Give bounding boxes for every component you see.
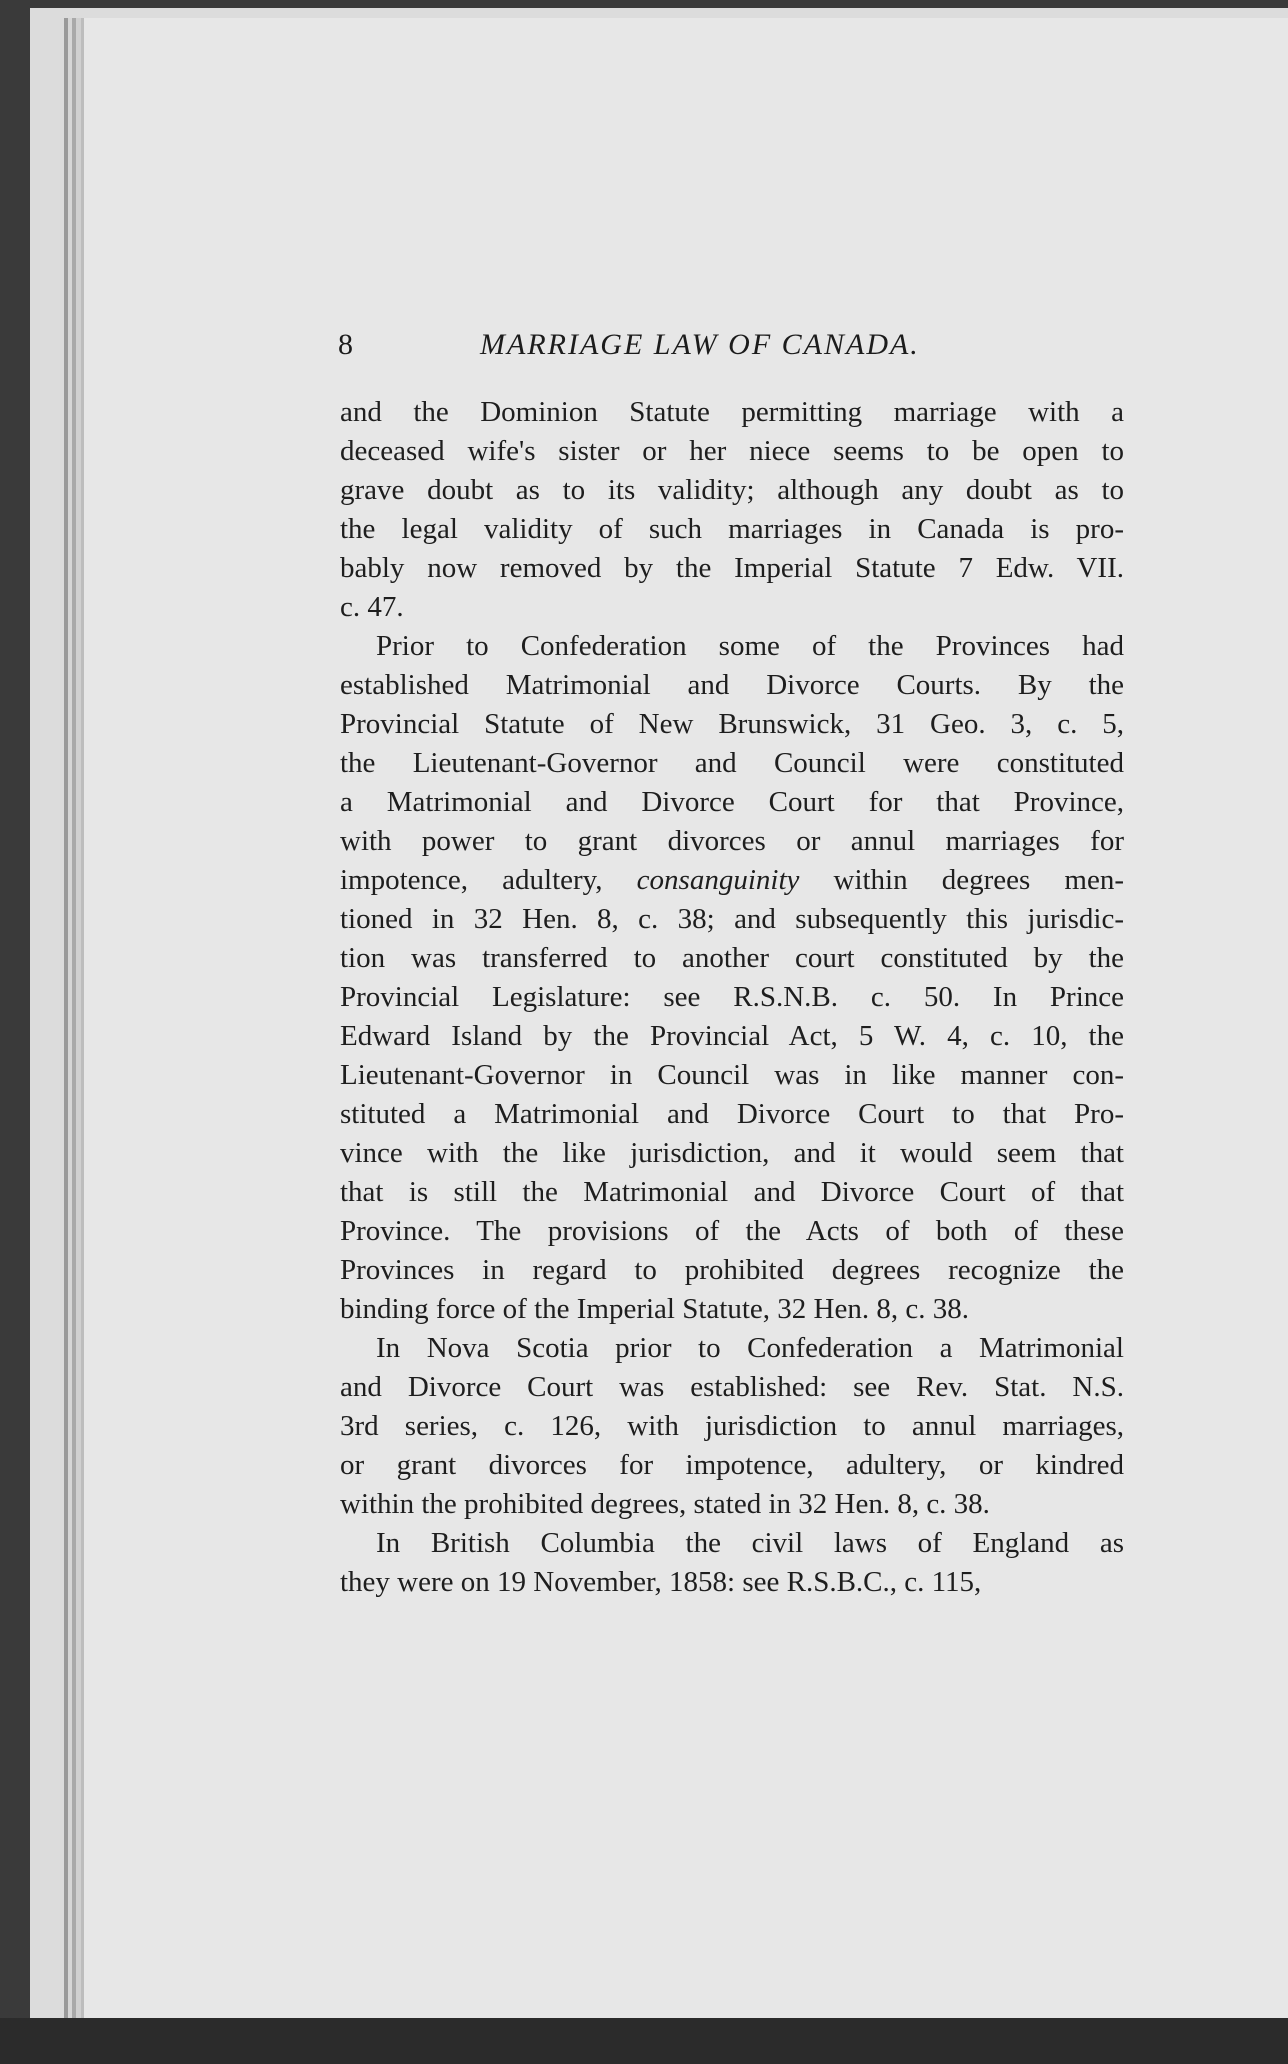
text-line: tion was transferred to another court constituted by the [340,942,1124,974]
text-line: that is still the Matrimonial and Divorce Court of that [340,1176,1124,1208]
text-line: 3rd series, c. 126, with jurisdiction to annul marriages, [340,1410,1124,1442]
running-title: MARRIAGE LAW OF CANADA. [480,328,920,361]
text-line: c. 47. [340,591,404,623]
text-line: bably now removed by the Imperial Statute 7 Edw. VII. [340,552,1124,584]
text-line: and the Dominion Statute permitting marriage with a [340,396,1124,428]
text-line: Prior to Confederation some of the Provinces had [376,630,1124,662]
scan-bottom-band [0,2018,1288,2064]
page-number: 8 [338,328,353,361]
body-text [340,393,1124,1602]
text-line: Province. The provisions of the Acts of both of these [340,1215,1124,1247]
text-line: Provincial Legislature: see R.S.N.B. c. 50. In Prince [340,981,1124,1013]
text-line: Edward Island by the Provincial Act, 5 W. 4, c. 10, the [340,1020,1124,1052]
text-line: vince with the like jurisdiction, and it would seem that [340,1137,1124,1169]
text-line: Lieutenant-Governor in Council was in like manner con- [340,1059,1124,1091]
text-line: binding force of the Imperial Statute, 32 Hen. 8, c. 38. [340,1293,969,1325]
text-line: In British Columbia the civil laws of England as [376,1527,1124,1559]
text-line: they were on 19 November, 1858: see R.S.B.C., c. 115, [340,1566,982,1598]
text-line: and Divorce Court was established: see Rev. Stat. N.S. [340,1371,1124,1403]
text-line: grave doubt as to its validity; although any doubt as to [340,474,1124,506]
text-line: with power to grant divorces or annul marriages for [340,825,1124,857]
text-line: Provincial Statute of New Brunswick, 31 Geo. 3, c. 5, [340,708,1124,740]
text-line: the legal validity of such marriages in Canada is pro- [340,513,1124,545]
running-head [338,328,1138,378]
text-line: impotence, adultery, consanguinity within degrees men- [340,864,1124,896]
text-line: or grant divorces for impotence, adultery, or kindred [340,1449,1124,1481]
italic-term: consanguinity [636,864,800,896]
text-line: a Matrimonial and Divorce Court for that Province, [340,786,1124,818]
text-line: deceased wife's sister or her niece seems to be open to [340,435,1124,467]
text-line: In Nova Scotia prior to Confederation a Matrimonial [376,1332,1124,1364]
text-line: established Matrimonial and Divorce Courts. By the [340,669,1124,701]
text-line: the Lieutenant-Governor and Council were constituted [340,747,1124,779]
text-line: within the prohibited degrees, stated in 32 Hen. 8, c. 38. [340,1488,990,1520]
text-line: Provinces in regard to prohibited degrees recognize the [340,1254,1124,1286]
text-line: tioned in 32 Hen. 8, c. 38; and subsequently this jurisdic- [340,903,1124,935]
text-line: stituted a Matrimonial and Divorce Court to that Pro- [340,1098,1124,1130]
